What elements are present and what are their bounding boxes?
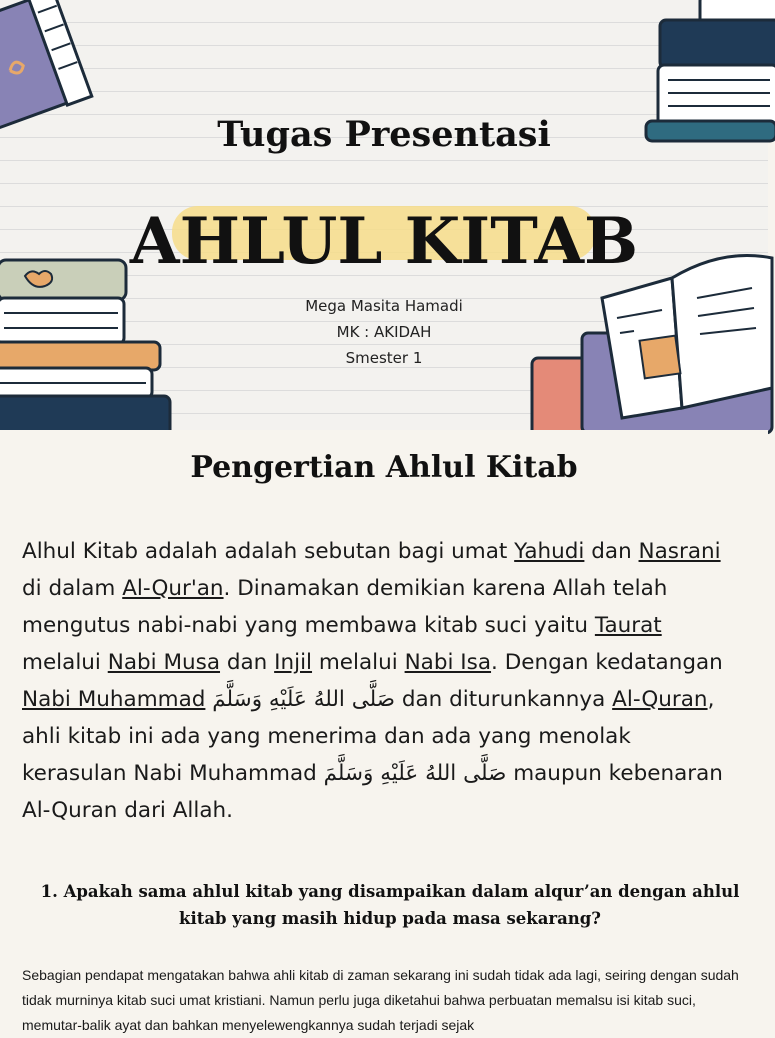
text-run: di dalam [22,576,123,601]
question-1: 1. Apakah sama ahlul kitab yang disampaikan dalam alqur’an dengan ahlul kitab yang masih hidup pada masa sekarang? [40,882,740,928]
link-nabi-muhammad[interactable]: Nabi Muhammad [22,687,206,712]
answer-paragraph: Sebagian pendapat mengatakan bahwa ahli kitab di zaman sekarang ini sudah tidak ada lagi, seiring dengan sudah tidak murninya kitab suci umat kristiani. Namun perlu juga diketahui bahwa perbuatan memalsu isi kitab suci, memutar-balik ayat dan bahkan menyelewengkannya sudah terjadi sejak [22,967,739,1033]
link-al-quran-2[interactable]: Al-Quran [612,687,708,712]
link-yahudi[interactable]: Yahudi [514,539,585,564]
salawat-arabic: صَلَّى اللهُ عَلَيْهِ وَسَلَّمَ [205,687,402,712]
link-nabi-isa[interactable]: Nabi Isa [404,650,492,675]
link-nabi-musa[interactable]: Nabi Musa [107,650,221,675]
cover-course: MK : AKIDAH [336,323,432,341]
document-page [0,430,768,1033]
link-al-quran[interactable]: Al-Qur'an [122,576,224,601]
text-run: dan [584,539,639,564]
text-run: . Dengan kedatangan [491,650,723,675]
text-run: melalui [22,650,108,675]
text-run: melalui [312,650,405,675]
link-injil[interactable]: Injil [274,650,313,675]
book-stack-left [0,258,180,433]
text-run: maupun kebenaran Al-Quran dari Allah. [22,761,723,823]
link-taurat[interactable]: Taurat [594,613,662,638]
text-run: dan diturunkannya [401,687,613,712]
definition-paragraph [22,533,742,829]
cover-author: Mega Masita Hamadi [305,297,463,315]
cover-subtitle: Tugas Presentasi [217,114,551,155]
link-nasrani[interactable]: Nasrani [638,539,721,564]
text-run: . Dinamakan demikian karena Allah telah mengutus nabi-nabi yang membawa kitab suci yaitu [22,576,668,638]
salawat-arabic-2: صَلَّى اللهُ عَلَيْهِ وَسَلَّمَ [323,761,507,786]
text-run: , ahli kitab ini ada yang menerima dan ada yang menolak kerasulan Nabi Muhammad [22,687,715,786]
cover-semester: Smester 1 [345,349,423,367]
cover-slide [0,0,768,430]
section-heading: Pengertian Ahlul Kitab [190,450,578,485]
text-run: Alhul Kitab adalah adalah sebutan bagi umat [22,539,515,564]
cover-title: AHLUL KITAB [129,204,639,279]
text-run: dan [220,650,275,675]
